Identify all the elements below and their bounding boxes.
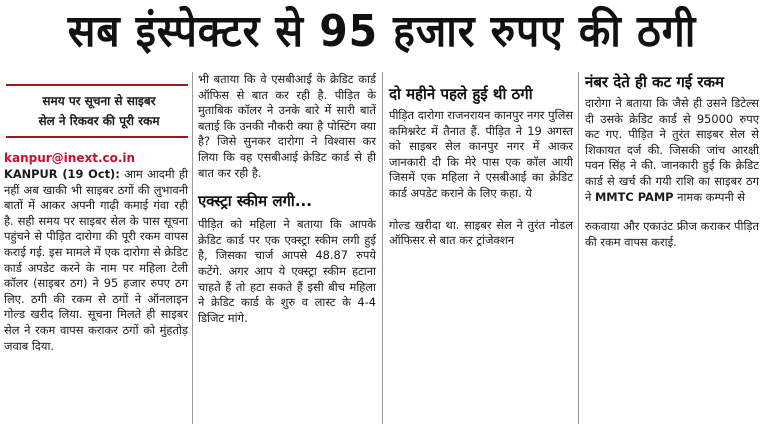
article-column-4 bbox=[585, 72, 759, 250]
article-column-2 bbox=[198, 72, 376, 326]
paragraph bbox=[585, 96, 759, 205]
shoulder-line: समय पर सूचना से साइबर bbox=[42, 94, 156, 108]
shoulder-bottom-rule bbox=[6, 136, 188, 138]
subheading: दो महीने पहले हुई थी ठगी bbox=[389, 85, 533, 103]
paragraph: पीड़ित को महिला ने बताया कि आपके क्रेडिट कार्ड पर एक एक्स्ट्रा स्कीम लगी हुई है, जिसका चार्ज आपसे 48.87 रुपये कटेंगे. अगर आप ये एक्स्ट्रा स्कीम हटाना चाहते हैं तो हटा सकते हैं इसी बीच महिला ने क्रेडिट कार्ड के शुरु व लास्ट के 4-4 डिजिट मांगे. bbox=[198, 217, 376, 325]
shoulder-line: सेल ने रिकवर की पूरी रकम bbox=[38, 114, 160, 128]
subheading: एक्स्ट्रा स्कीम लगी... bbox=[198, 192, 312, 211]
article-column-1 bbox=[4, 167, 188, 354]
company-name: MMTC PAMP bbox=[594, 189, 674, 204]
lead-text: आम आदमी ही नहीं अब खाकी भी साइबर ठगों की लुभावनी बातों में आकर अपनी गाढ़ी कमाई गंवा रही है. सही समय पर साइबर सेल के पास सूचना पहुंचने से पीड़ित दारोगा की पूरी रकम वापस कराई गई. इस मामले में एक दारोगा से क्रेडिट कार्ड अपडेट करने के नाम पर महिला टेली कॉलर (साइबर ठग) ने 95 हजार रुपए ठग लिए. ठगी की रकम से ठगों ने ऑनलाइन गोल्ड खरीद लिया. सूचना मिलते ही साइबर सेल ने रकम वापस कराकर ठगों को मुंहतोड़ जवाब दिया. bbox=[4, 167, 188, 353]
dateline: KANPUR (19 Oct): bbox=[4, 167, 120, 181]
shoulder-top-rule bbox=[6, 84, 188, 86]
paragraph-text: दारोगा ने बताया कि जैसे ही उसने डिटेल्स दी उसके क्रेडिट कार्ड से 95000 रुपए कट गए. पीड़ित ने तुरंत साइबर सेल से शिकायत दर्ज की. जिसकी जांच आरक्षी पवन सिंह ने की. जानकारी हुई कि क्रेडिट कार्ड से खर्च की गयी राशि का साइबर ठग ने bbox=[585, 96, 759, 204]
paragraph: गोल्ड खरीदा था. साइबर सेल ने तुरंत नोडल ऑफिसर से बात कर ट्रांजेक्शन bbox=[389, 217, 573, 248]
subheading: नंबर देते ही कट गई रकम bbox=[585, 73, 725, 91]
column-divider bbox=[382, 72, 383, 424]
paragraph: रुकवाया और एकाउंट फ्रीज कराकर पीड़ित की रकम वापस कराई. bbox=[585, 219, 759, 249]
paragraph-text: नामक कम्पनी से bbox=[677, 189, 746, 204]
paragraph: भी बताया कि वे एसबीआई के क्रेडिट कार्ड ऑफिस से बात कर रही है. पीड़ित के मुताबिक कॉलर ने उनके बारे में सारी बातें बताई कि उनकी नौकरी क्या है पोस्टिंग क्या है? जिसे सुनकर दारोगा ने विश्वास कर लिया कि वह एसबीआई क्रेडिट कार्ड से ही बात कर रही है. bbox=[198, 72, 376, 180]
lead-paragraph bbox=[4, 167, 188, 354]
column-divider bbox=[578, 72, 579, 424]
reporter-email: kanpur@inext.co.in bbox=[4, 151, 136, 165]
shoulder-heading bbox=[10, 91, 188, 131]
column-divider bbox=[192, 72, 193, 424]
article-column-3 bbox=[389, 72, 573, 249]
page-headline: सब इंस्पेक्टर से 95 हजार रुपए की ठगी bbox=[67, 6, 697, 57]
paragraph: पीड़ित दारोगा राजनरायन कानपुर नगर पुलिस कमिश्नरेट में तैनात हैं. पीड़ित ने 19 अगस्त को साइबर सेल कानपुर नगर में आकर जानकारी दी कि मेरे पास एक कॉल आयी जिसमें एक महिला ने एसबीआई का क्रेडिट कार्ड अपडेट कराने के लिए कहा. ये bbox=[389, 108, 573, 200]
